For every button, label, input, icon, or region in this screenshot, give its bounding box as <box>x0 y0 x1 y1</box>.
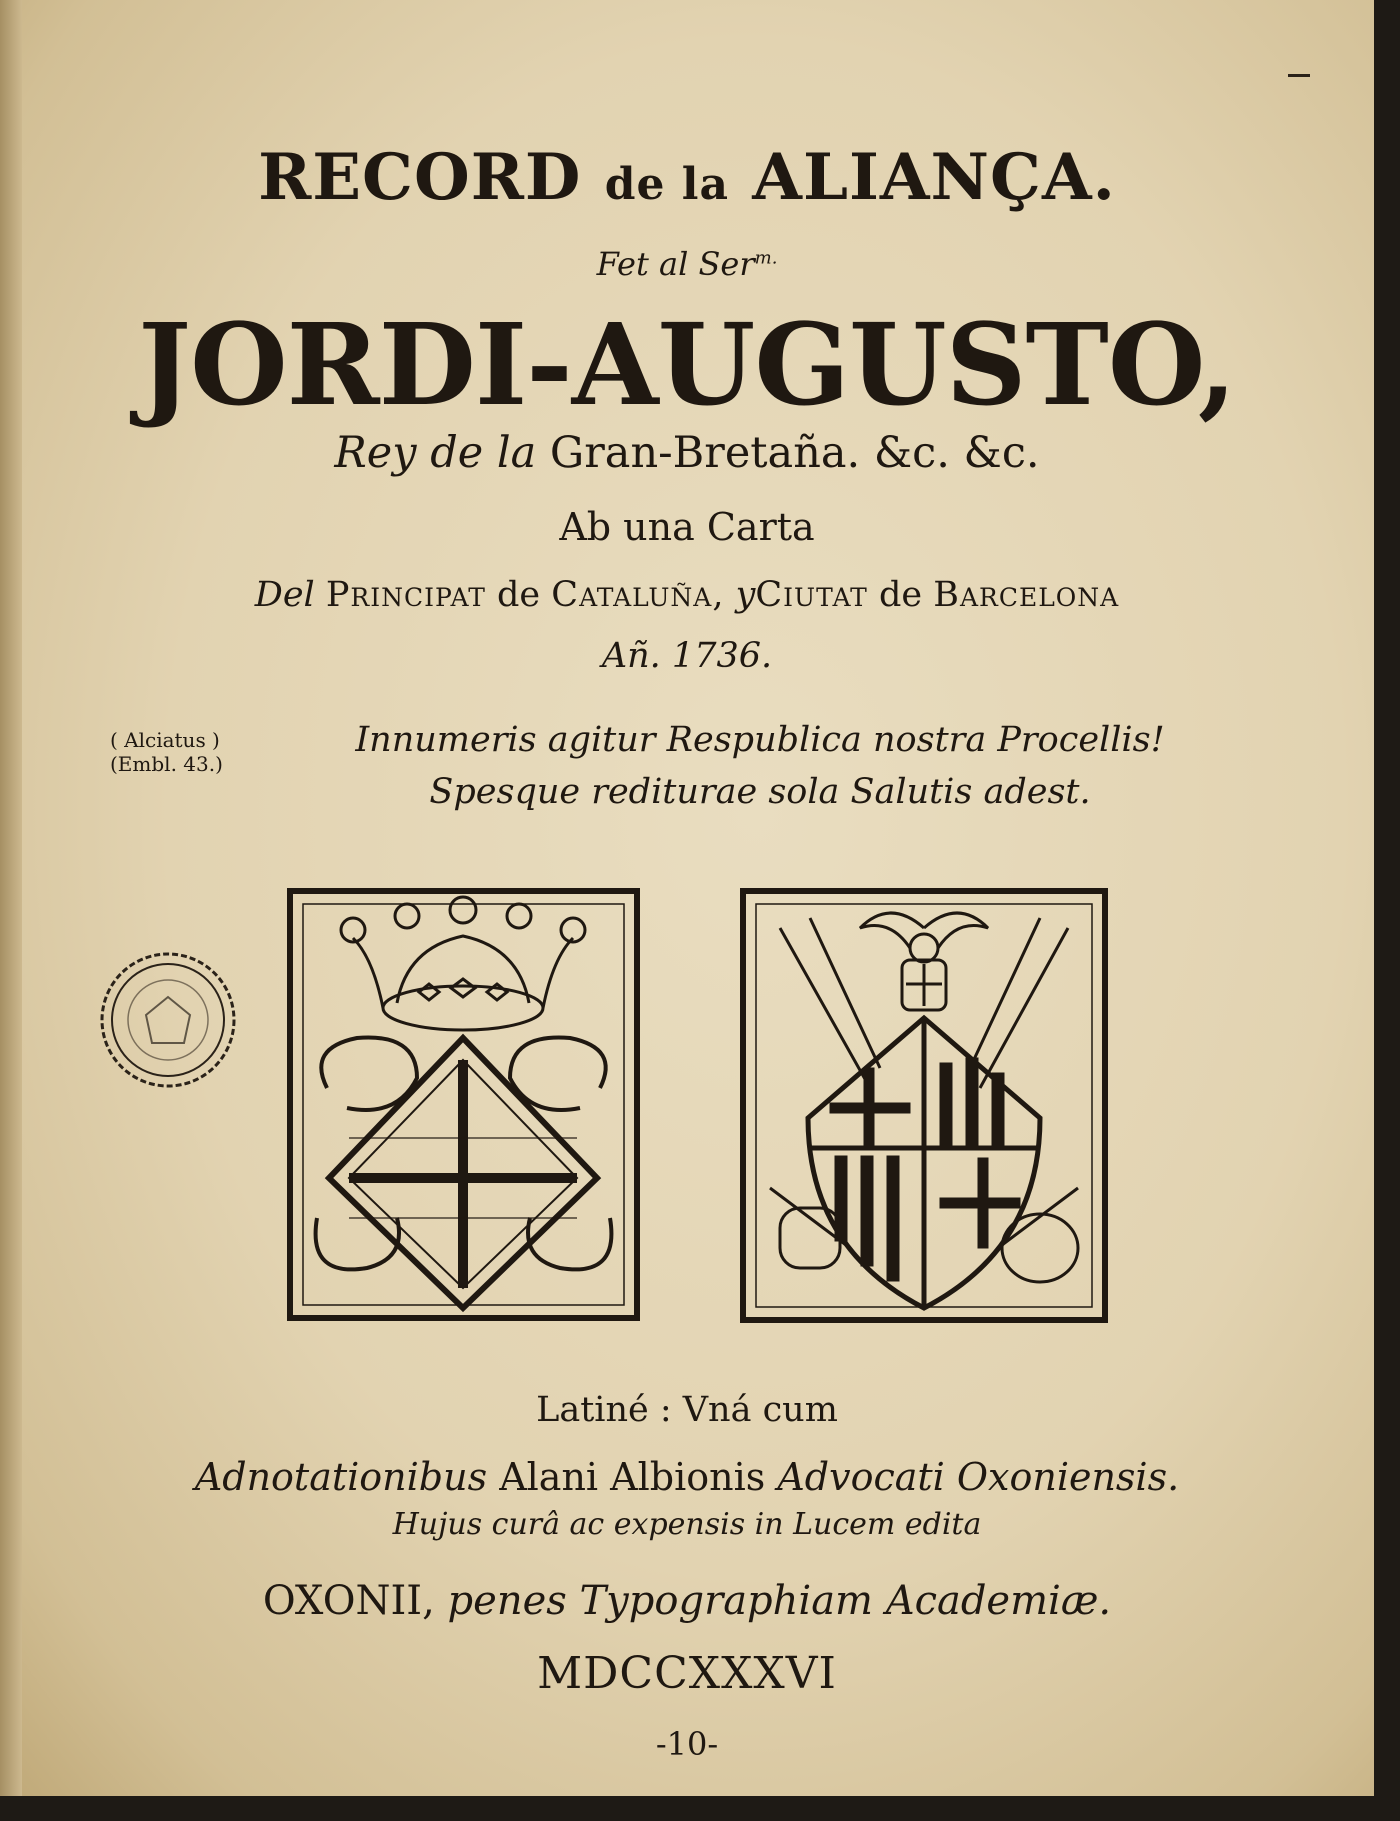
citation-line-2: (Embl. 43.) <box>110 752 223 776</box>
imprint-year: MDCCXXXVI <box>537 1648 837 1699</box>
annotations-line <box>0 1455 1374 1499</box>
year-line: Añ. 1736. <box>601 636 773 676</box>
citation-line-1: ( Alciatus ) <box>110 728 220 752</box>
motto-line-2: Spesque rediturae sola Salutis adest. <box>429 772 1091 812</box>
alciatus-citation <box>110 728 223 776</box>
barcelona-word: Barcelona <box>933 575 1120 615</box>
title-record: RECORD <box>258 140 582 215</box>
ab-una-carta: Ab una Carta <box>559 505 815 549</box>
advocati-oxoniensis: Advocati Oxoniensis. <box>777 1455 1180 1499</box>
library-stamp-icon <box>94 945 242 1095</box>
de-word-1: de <box>497 575 541 615</box>
king-title <box>0 428 1374 478</box>
cataluna-word: Cataluña, <box>551 575 725 615</box>
imprint-line <box>0 1578 1374 1624</box>
de-word-2: de <box>878 575 923 615</box>
principat-word: Principat <box>325 575 486 615</box>
oxonii-word: OXONII, <box>262 1578 435 1624</box>
rey-italic: Rey de la <box>334 428 537 478</box>
ink-mark <box>1288 74 1310 77</box>
rey-roman: Gran-Bretaña. &c. &c. <box>549 428 1040 478</box>
hujus-line: Hujus curâ ac expensis in Lucem edita <box>392 1507 982 1542</box>
folio-number: -10- <box>655 1725 719 1763</box>
principat-line <box>0 575 1374 615</box>
motto-line-1: Innumeris agitur Respublica nostra Procellis! <box>355 720 1165 760</box>
fet-text: Fet al Ser <box>596 245 755 283</box>
typographiam-words: penes Typographiam Academiæ. <box>447 1578 1112 1624</box>
del-word: Del <box>254 575 315 615</box>
latine-line: Latiné : Vná cum <box>536 1390 838 1430</box>
crowned-lozenge-woodcut-icon <box>287 888 640 1321</box>
ciutat-word: Ciutat <box>755 575 868 615</box>
title-dela: de la <box>604 159 730 210</box>
y-word: y <box>735 575 756 615</box>
king-name: JORDI-AUGUSTO, <box>138 300 1236 431</box>
dedication-line <box>0 245 1374 283</box>
title-alianca: ALIANÇA. <box>752 140 1116 215</box>
fet-sup: m. <box>754 247 778 269</box>
alani-albionis: Alani Albionis <box>499 1455 766 1499</box>
adnotationibus-word: Adnotationibus <box>194 1455 488 1499</box>
main-title <box>0 140 1374 215</box>
barcelona-arms-woodcut-icon <box>740 888 1108 1323</box>
